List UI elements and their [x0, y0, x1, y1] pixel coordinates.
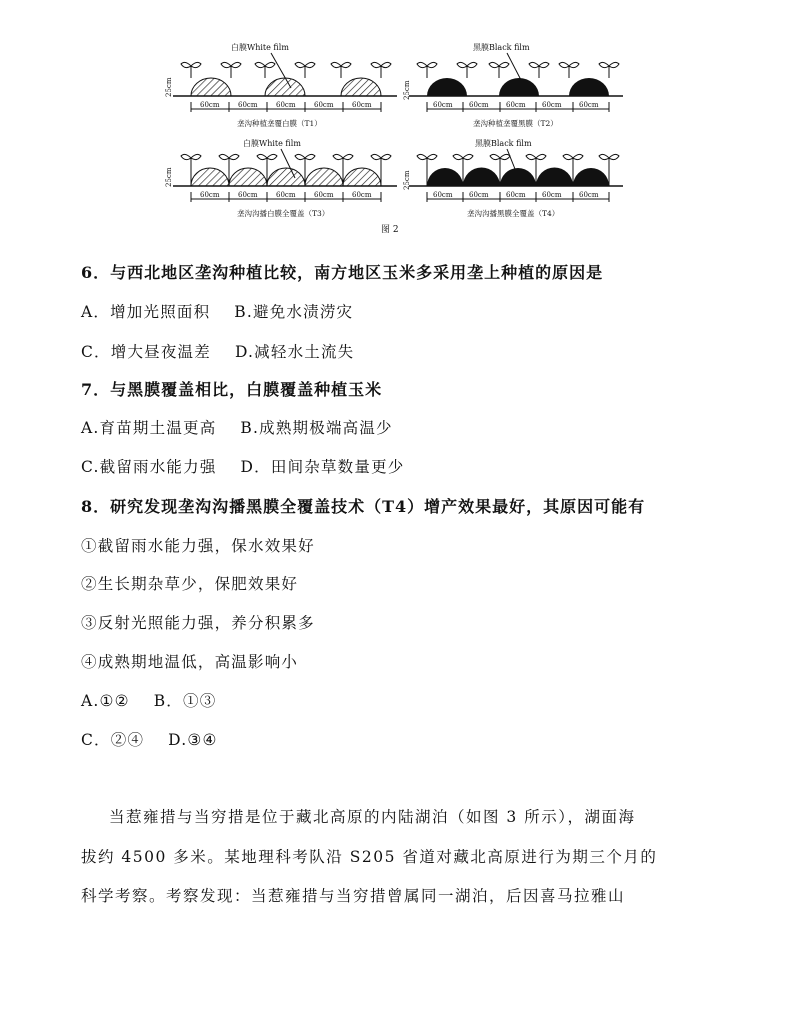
panel-t4: [403, 138, 623, 218]
option-7a[interactable]: A.育苗期土温更高: [81, 419, 217, 437]
option-7b[interactable]: B.成熟期极端高温少: [240, 419, 393, 437]
svg-text:60cm: 60cm: [276, 101, 296, 109]
passage-line-1: 当惹雍措与当穷措是位于藏北高原的内陆湖泊（如图 3 所示），湖面海: [109, 808, 636, 826]
question-7-options-row-2: [81, 455, 404, 477]
option-6b[interactable]: B.避免水渍涝灾: [234, 303, 354, 321]
svg-text:60cm: 60cm: [314, 191, 334, 199]
passage-line-3: 科学考察。考察发现：当惹雍措与当穷措曾属同一湖泊，后因喜马拉雅山: [81, 887, 626, 905]
svg-text:60cm: 60cm: [433, 101, 453, 109]
question-8-options-row-2: [81, 728, 218, 750]
panel-t3: [165, 138, 397, 218]
figure-caption: 图 2: [381, 225, 399, 235]
svg-text:60cm: 60cm: [579, 191, 599, 199]
statement-2: ②生长期杂草少，保肥效果好: [81, 575, 299, 593]
panel-t2: [403, 42, 623, 128]
question-6-stem: 6．与西北地区垄沟种植比较，南方地区玉米多采用垄上种植的原因是: [81, 263, 604, 282]
svg-text:60cm: 60cm: [276, 191, 296, 199]
svg-text:60cm: 60cm: [238, 191, 258, 199]
option-6d[interactable]: D.减轻水土流失: [234, 343, 355, 361]
question-6-options-row-1: [81, 300, 353, 322]
svg-text:60cm: 60cm: [506, 101, 526, 109]
option-6a[interactable]: A．增加光照面积: [81, 303, 211, 321]
svg-text:60cm: 60cm: [200, 191, 220, 199]
t3-film-label: 白膜White film: [243, 139, 301, 148]
statement-4: ④成熟期地温低，高温影响小: [81, 653, 299, 671]
question-6-options-row-2: [81, 340, 354, 362]
question-7-options-row-1: [81, 416, 393, 438]
svg-text:60cm: 60cm: [314, 101, 334, 109]
option-7d[interactable]: D．田间杂草数量更少: [240, 458, 405, 476]
t3-height-label: 25cm: [165, 167, 173, 187]
figure-2: [155, 38, 625, 238]
svg-text:60cm: 60cm: [579, 101, 599, 109]
film-mulching-diagram: [155, 38, 625, 238]
svg-text:60cm: 60cm: [542, 101, 562, 109]
option-8b[interactable]: B．①③: [153, 692, 217, 710]
t3-caption: 垄沟沟播白膜全覆盖（T3）: [237, 209, 330, 218]
svg-text:60cm: 60cm: [238, 101, 258, 109]
passage-line-2: 拔约 4500 多米。某地理科考队沿 S205 省道对藏北高原进行为期三个月的: [81, 848, 658, 866]
svg-text:60cm: 60cm: [352, 101, 372, 109]
question-8-stem: 8．研究发现垄沟沟播黑膜全覆盖技术（T4）增产效果最好，其原因可能有: [81, 497, 646, 516]
t2-film-label: 黑膜Black film: [473, 43, 530, 52]
t2-caption: 垄沟种植垄覆黑膜（T2）: [473, 119, 558, 128]
option-6c[interactable]: C．增大昼夜温差: [81, 343, 211, 361]
option-8a[interactable]: A.①②: [81, 692, 130, 710]
t4-height-label: 25cm: [403, 170, 411, 190]
t2-height-label: 25cm: [403, 80, 411, 100]
option-8d[interactable]: D.③④: [168, 731, 218, 749]
t1-height-label: 25cm: [165, 77, 173, 97]
statement-3: ③反射光照能力强，养分积累多: [81, 614, 315, 632]
svg-text:60cm: 60cm: [352, 191, 372, 199]
question-8-options-row-1: [81, 689, 216, 711]
t4-film-label: 黑膜Black film: [475, 139, 532, 148]
option-8c[interactable]: C．②④: [81, 731, 145, 749]
svg-text:60cm: 60cm: [200, 101, 220, 109]
panel-t1: [165, 42, 397, 128]
svg-text:60cm: 60cm: [469, 191, 489, 199]
t1-film-label: 白膜White film: [231, 43, 289, 52]
svg-text:60cm: 60cm: [469, 101, 489, 109]
option-7c[interactable]: C.截留雨水能力强: [81, 458, 217, 476]
svg-text:60cm: 60cm: [506, 191, 526, 199]
svg-text:60cm: 60cm: [542, 191, 562, 199]
t4-caption: 垄沟沟播黑膜全覆盖（T4）: [467, 209, 560, 218]
svg-text:60cm: 60cm: [433, 191, 453, 199]
question-7-stem: 7．与黑膜覆盖相比，白膜覆盖种植玉米: [81, 380, 383, 399]
t1-caption: 垄沟种植垄覆白膜（T1）: [237, 119, 322, 128]
statement-1: ①截留雨水能力强，保水效果好: [81, 537, 315, 555]
